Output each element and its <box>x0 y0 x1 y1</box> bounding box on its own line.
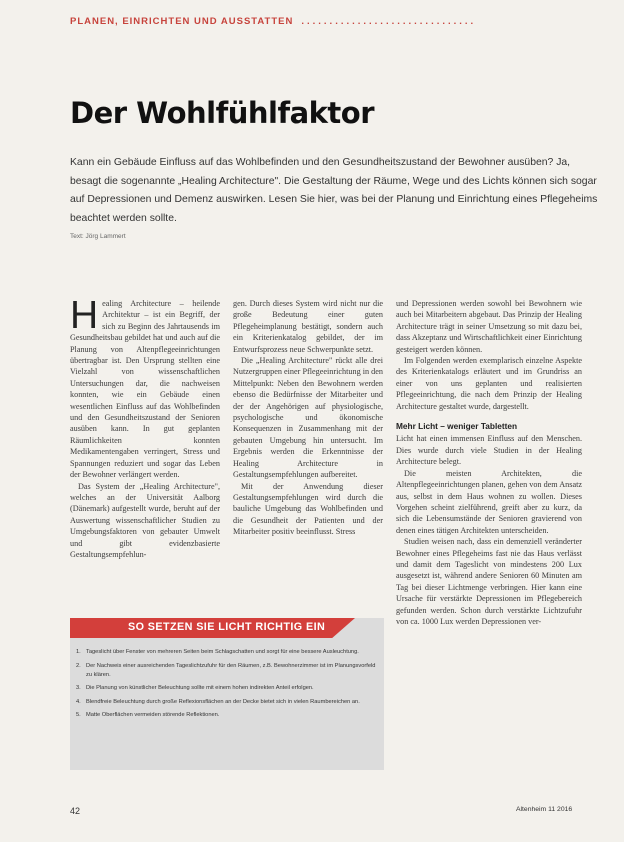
drop-cap: H <box>70 294 99 337</box>
section-header-label: PLANEN, EINRICHTEN UND AUSSTATTEN <box>70 16 294 27</box>
magazine-issue: Altenheim 11 2016 <box>516 806 573 813</box>
article-title: Der Wohlfühlfaktor <box>70 96 375 130</box>
text-column-2 <box>233 298 383 538</box>
section-header-dots: ............................... <box>301 16 477 27</box>
paragraph: Das System der „Healing Architecture", welches an der Universität Aalborg (Dänemark) aufgestellt wurde, beruht auf der Auswertung wissenschaftlicher Studien zu Umgebungsfaktoren von gebauter Umwelt und gibt evidenzbasierte Gestaltungsempfehlun- <box>70 481 220 559</box>
list-item-number: 5. <box>76 712 81 718</box>
paragraph: Im Folgenden werden exemplarisch einzelne Aspekte des Kriterienkatalogs erläutert und im Grundriss an einer von uns geplanten und realisierten Pflegeeinrichtung, die nach dem Prinzip der Healing Architecture gestaltet wurde, dargestellt. <box>396 356 582 411</box>
article-lead: Kann ein Gebäude Einfluss auf das Wohlbefinden und den Gesundheitszustand der Bewohner ausüben? Ja, besagt die sogenannte „Healing Architecture". Die Gestaltung der Räume, Wege und des Lichts können sich sogar auf Depressionen und Demenz auswirken. Lesen Sie hier, was bei der Planung und Einrichtung eines Pflegeheims beachtet werden sollte. <box>70 157 598 224</box>
list-item-text: Matte Oberflächen vermeiden störende Reflektionen. <box>86 712 220 718</box>
page-number: 42 <box>70 806 81 816</box>
article-byline: Text: Jörg Lammert <box>70 233 126 240</box>
text-column-3 <box>396 298 582 627</box>
list-item-number: 4. <box>76 698 81 705</box>
list-item-text: Blendfreie Beleuchtung durch große Reflexionsflächen an der Decke bietet sich in vielen Raumbereichen an. <box>86 698 360 705</box>
info-box-title: SO SETZEN SIE LICHT RICHTIG EIN <box>128 621 326 633</box>
subheading: Mehr Licht – weniger Tabletten <box>396 421 518 432</box>
list-item <box>76 711 378 720</box>
info-box-list <box>76 648 378 725</box>
list-item-text: Tageslicht über Fenster von mehreren Seiten beim Schlagschatten und sorgt für eine bessere Ausleuchtung. <box>86 649 359 655</box>
list-item-text: Die Planung von künstlicher Beleuchtung sollte mit einem hohen indirekten Anteil erfolgen. <box>86 685 314 691</box>
text-column-1 <box>70 294 220 560</box>
paragraph: Studien weisen nach, dass ein demenziell veränderter Bewohner eines Pflegeheims fast nie das Haus verlässt und damit dem Tageslicht von mindestens 200 Lux ausgesetzt ist, während andere Senioren 60 Minuten am Tag bei dieser Lichtmenge verbringen. Hier kann eine Ursache für verstärkte Depressionen im Pflegebereich gefunden werden. Schon durch verstärkte Lichtzufuhr von ca. 1000 Lux werden Depressionen ver- <box>396 537 582 626</box>
info-box <box>70 618 384 770</box>
list-item-number: 2. <box>76 662 81 669</box>
paragraph: Mit der Anwendung dieser Gestaltungsempfehlungen wird durch die bauliche Umgebung das Wohlbefinden und die Gesundheit der Patienten und der Mitarbeiter positiv beeinflusst. Stress <box>233 481 383 537</box>
section-header <box>70 16 600 27</box>
paragraph: und Depressionen werden sowohl bei Bewohnern wie auch bei Mitarbeitern abgebaut. Das Prinzip der Healing Architecture trägt in seiner Umsetzung so mit dazu bei, dass Akzeptanz und Wirtschaftlichkeit einer Einrichtung gesteigert werden können. <box>396 299 582 354</box>
paragraph: gen. Durch dieses System wird nicht nur die große Bedeutung einer guten Pflegeheimplanung bestätigt, sondern auch ein Kriterienkatalog gebildet, der im Entwurfsprozess neue Schwerpunkte setzt. <box>233 299 383 354</box>
list-item <box>76 698 378 707</box>
paragraph-text: ealing Architecture – heilende Architektur – ist ein Begriff, der sich zu Beginn des Jahrtausends im Gesundheitsbau gebildet hat und auch auf die Planung von Altenpflegeeinrichtungen übertragbar ist. Den Ursprung stellten eine Vielzahl von wissenschaftlichen Untersuchungen dar, die nachweisen konnten, wie ein Gebäude einen wesentlichen Einfluss auf das Wohlbefinden und den Gesundheitszustand der Senioren ausüben kann. In gut geplanten Räumlichkeiten konnten Medikamentengaben verringert, Stress und Spannungen reduziert und sogar das Leben der Bewohner verlängert werden. <box>70 299 220 480</box>
list-item <box>76 684 378 693</box>
paragraph: Die „Healing Architecture" rückt alle drei Nutzergruppen einer Pflegeeinrichtung in den Mittelpunkt: Neben den Bewohnern werden ebenso die Bedürfnisse der Mitarbeiter und der der Angehörigen auf physiologische, psychologische und ökonomische Konsequenzen in Zusammenhang mit der gebauten Umgebung hin untersucht. Im Ergebnis werden die Erkenntnisse der Healing Architecture in Gestaltungsempfehlungen aufbereitet. <box>233 356 383 480</box>
list-item-text: Der Nachweis einer ausreichenden Tageslichtzufuhr für den Räumen, z.B. Bewohnerzimmer ist im Planungsvorfeld zu klären. <box>86 662 376 678</box>
paragraph: Die meisten Architekten, die Altenpflegeeinrichtungen planen, gehen von dem Ansatz aus, selbst in dem Haus wohnen zu wollen. Dieses Vorgehen scheint zielführend, greift aber zu kurz, da sich die Lebensumstände der Senioren gravierend von denen eines tätigen Architekten unterscheiden. <box>396 468 582 535</box>
list-item <box>76 648 378 657</box>
list-item <box>76 662 378 680</box>
list-item-number: 1. <box>76 649 81 655</box>
paragraph: Licht hat einen immensen Einfluss auf den Menschen. Dies wurde durch viele Studien in der Healing Architecture belegt. <box>396 434 582 467</box>
paragraph <box>70 294 220 481</box>
list-item-number: 3. <box>76 685 81 691</box>
